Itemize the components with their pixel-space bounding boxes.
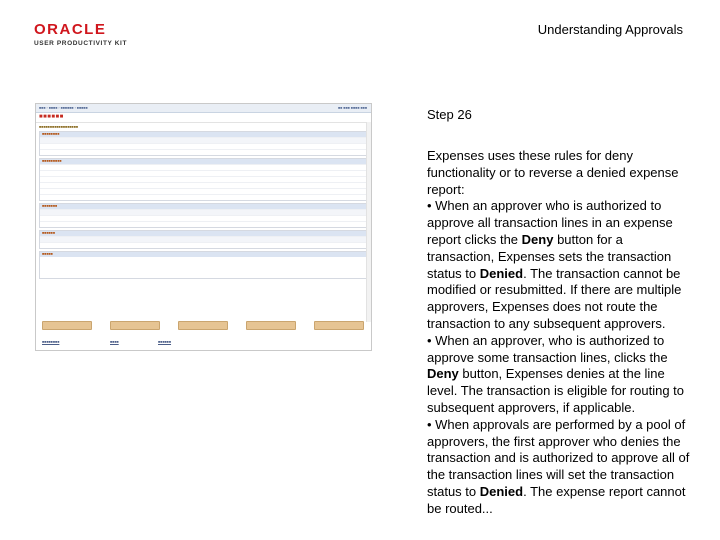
oracle-upk-logo [34,22,154,47]
step-label: Step 26 [427,107,472,122]
screenshot-button-1 [42,321,92,330]
application-screenshot: ■■■ › ■■■■ › ■■■■■■ › ■■■■■ ■■ ■■■ ■■■■ ■■■ ■■■■■■ ■■■■■■■■■■■■■■■■■■ ■■■■■■■■ ■■■■■■■■■ ■■■■■■■ ■■■■■■ ■■■■■ ■■■■■■■■ ■■■■ ■■■■■■ [35,103,372,351]
screenshot-scrollbar [366,122,371,322]
screenshot-button-3 [178,321,228,330]
rule-approver-pool: • When approvals are performed by a pool of approvers, the first approver who denies the transaction and is authorized to approve all of the transaction lines will set the transaction status to Denied. The expense report cannot be routed... [427,416,690,516]
rule-partial-approver: • When an approver, who is authorized to approve some transaction lines, clicks the Deny button, Expenses denies at the line level. The transaction is eligible for routing to subsequent approvers, if applicable. [427,332,685,415]
screenshot-topbar [36,104,371,113]
rule-full-approver: • When an approver who is authorized to approve all transaction lines in an expense report clicks the Deny button for a transaction, Expenses sets the transaction status to Denied. The transaction cannot be modified or resubmitted. If there are multiple approvers, Expenses does not route the transaction to any subsequent approvers. [427,198,682,331]
screenshot-button-5 [314,321,364,330]
screenshot-routing-section: ■■■■■■■ [39,203,368,228]
screenshot-button-4 [246,321,296,330]
screenshot-breadcrumb: ■■■ › ■■■■ › ■■■■■■ › ■■■■■ [39,106,88,110]
screenshot-brand-bar: ■■■■■■ [36,113,371,123]
screenshot-button-2 [110,321,160,330]
logo-subtitle: USER PRODUCTIVITY KIT [34,40,128,47]
screenshot-status-message: ■■■■■■■■■■■■■■■■■■ [39,125,79,129]
screenshot-expense-lines-section: ■■■■■■■■ [39,131,368,156]
screenshot-action-buttons [40,321,367,329]
screenshot-expense-totals-section: ■■■■■■■■■ [39,158,368,201]
screenshot-header-links: ■■ ■■■ ■■■■ ■■■ [337,106,367,110]
page-title: Understanding Approvals [537,22,683,37]
intro-paragraph: Expenses uses these rules for deny functionality or to reverse a denied expense report: [427,148,679,197]
logo-wordmark: ORACLE [34,21,107,38]
step-description [427,148,692,518]
screenshot-history-section: ■■■■■■ [39,230,368,249]
screenshot-comments-section: ■■■■■ [39,251,368,279]
